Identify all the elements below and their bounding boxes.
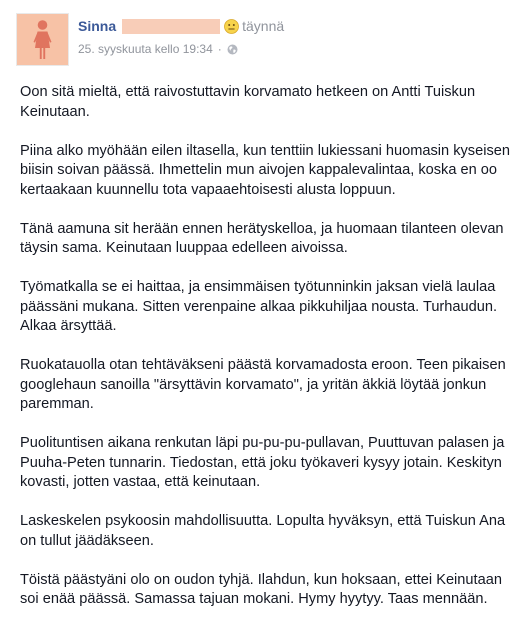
female-silhouette-icon	[17, 14, 68, 65]
post-header	[78, 17, 284, 35]
post-paragraph: Oon sitä mieltä, että raivostuttavin korvamato hetkeen on Antti Tuiskun Keinutaan.	[20, 84, 476, 120]
meta-separator: ·	[217, 42, 222, 56]
post-paragraph: Tänä aamuna sit herään ennen herätyskelloa, ja huomaan tilanteen olevan täysin sama. Keinutaan luuppaa edelleen aivoissa.	[20, 220, 504, 256]
post-paragraph: Puolituntisen aikana renkutan läpi pu-pu-pu-pullavan, Puuttuvan palasen ja Puuha-Peten tunnarin. Tiedostan, että joku työkaveri kysyy jotain. Keskityn kovasti, jotten vastaa, että keinutaan.	[20, 435, 505, 490]
neutral-face-icon	[224, 19, 239, 34]
post-paragraph: Töistä päästyäni olo on oudon tyhjä. Ilahdun, kun hoksaan, ettei Keinutaan soi enää päässä. Samassa tajuan mokani. Hymy hyytyy. Taas mennään.	[20, 571, 502, 607]
post-paragraph: Piina alko myöhään eilen iltasella, kun tenttiin lukiessani huomasin kyseisen biisin soivan päässä. Ihmettelin mun aivojen kappalevalintaa, koska en oo kertaakaan kuunnellu tota vapaaehtoisesti alusta loppuun.	[20, 142, 510, 198]
post-meta	[78, 42, 238, 56]
avatar[interactable]	[16, 13, 69, 66]
post-paragraph: Työmatkalla se ei haittaa, ja ensimmäisen työtunninkin jaksan vielä laulaa päässäni mukana. Sitten verenpaine alkaa pikkuhiljaa nousta. Turhaudun. Alkaa ärsyttää.	[20, 279, 498, 334]
post-paragraph: Laskeskelen psykoosin mahdollisuutta. Lopulta hyväksyn, että Tuiskun Ana on tullut jäädäkseen.	[20, 513, 506, 549]
globe-icon[interactable]	[227, 44, 238, 55]
post-body	[20, 83, 516, 629]
redacted-surname	[122, 19, 220, 34]
post-paragraph: Ruokatauolla otan tehtäväkseni päästä korvamadosta eroon. Teen pikaisen googlehaun sanoilla "ärsyttävin korvamato", ja yritän äkkiä löytää jonkun paremman.	[20, 357, 506, 412]
timestamp[interactable]: 25. syyskuuta kello 19:34	[78, 42, 213, 56]
feeling-label[interactable]: täynnä	[242, 18, 285, 34]
author-name[interactable]: Sinna	[78, 18, 117, 34]
